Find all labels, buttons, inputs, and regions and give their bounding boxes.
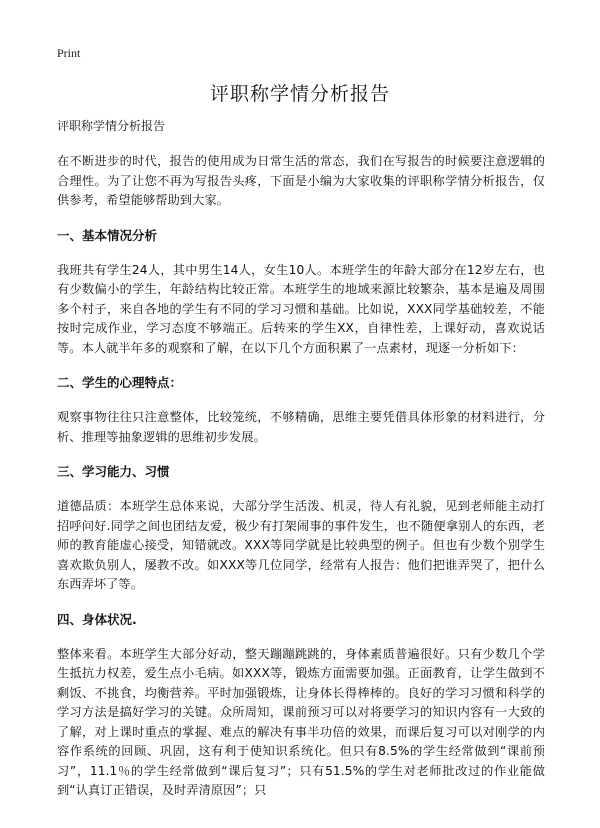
section-paragraph-health: 整体来看。本班学生大部分好动，整天蹦蹦跳跳的，身体素质普遍很好。只有少数几个学生抵抗力权差，爱生点小毛病。如XXX等，锻炼方面需要加强。正面教育，让学生做到不剩饭、不挑食，均衡营养。平时加强锻炼，让身体长得棒棒的。良好的学习习惯和科学的学习方法是搞好学习的关键。众所周知，课前预习可以对将要学习的知识内容有一大致的了解，对上课时重点的掌握、难点的解决有事半功倍的效果，而课后复习可以对刚学的内容作系统的回顾、巩固，这有利于使知识系统化。但只有8.5%的学生经常做到“课前预习”，11.1％的学生经常做到“课后复习”；只有51.5%的学生对老师批改过的作业能做到“认真订正错误，及时弄清原因”；只 [57,646,545,797]
section-paragraph-psychology: 观察事物往往只注意整体，比较笼统，不够精确，思维主要凭借具体形象的材料进行，分析、推理等抽象逻辑的思维初步发展。 [57,410,545,444]
section-paragraph-basic-info: 我班共有学生24人，其中男生14人，女生10人。本班学生的年龄大部分在12岁左右，也有少数偏小的学生，年龄结构比较正常。本班学生的地域来源比较繁杂，基本是遍及周围多个村子，来自各地的学生有不同的学习习惯和基础。比如说，XXX同学基础较差，不能按时完成作业，学习态度不够端正。后转来的学生XX，自律性差，上课好动，喜欢说话等。本人就半年多的观察和了解，在以下几个方面积累了一点素材，现逐一分析如下： [57,262,545,355]
section-heading-health: 四、身体状况. [57,611,137,627]
document-subtitle: 评职称学情分析报告 [57,119,166,133]
document-body [57,117,545,816]
print-label: Print [57,46,81,60]
section-paragraph-learning-ability: 道德品质：本班学生总体来说，大部分学生活泼、机灵，待人有礼貌，见到老师能主动打招呼问好.同学之间也团结友爱，极少有打架闹事的事件发生，也不随便拿别人的东西，老师的教育能虚心接受，知错就改。XXX等同学就是比较典型的例子。但也有少数个别学生喜欢欺负别人，屡教不改。如XXX等几位同学，经常有人报告：他们把谁弄哭了，把什么东西弄坏了等。 [57,499,545,591]
section-heading-basic-info: 一、基本情况分析 [57,227,158,243]
intro-paragraph: 在不断进步的时代，报告的使用成为日常生活的常态，我们在写报告的时候要注意逻辑的合理性。为了让您不再为写报告头疼，下面是小编为大家收集的评职称学情分析报告，仅供参考，希望能够帮助到大家。 [57,154,545,207]
section-heading-learning-ability: 三、学习能力、习惯 [57,464,170,479]
section-heading-psychology: 二、学生的心理特点： [57,375,183,390]
page-title: 评职称学情分析报告 [209,83,390,105]
